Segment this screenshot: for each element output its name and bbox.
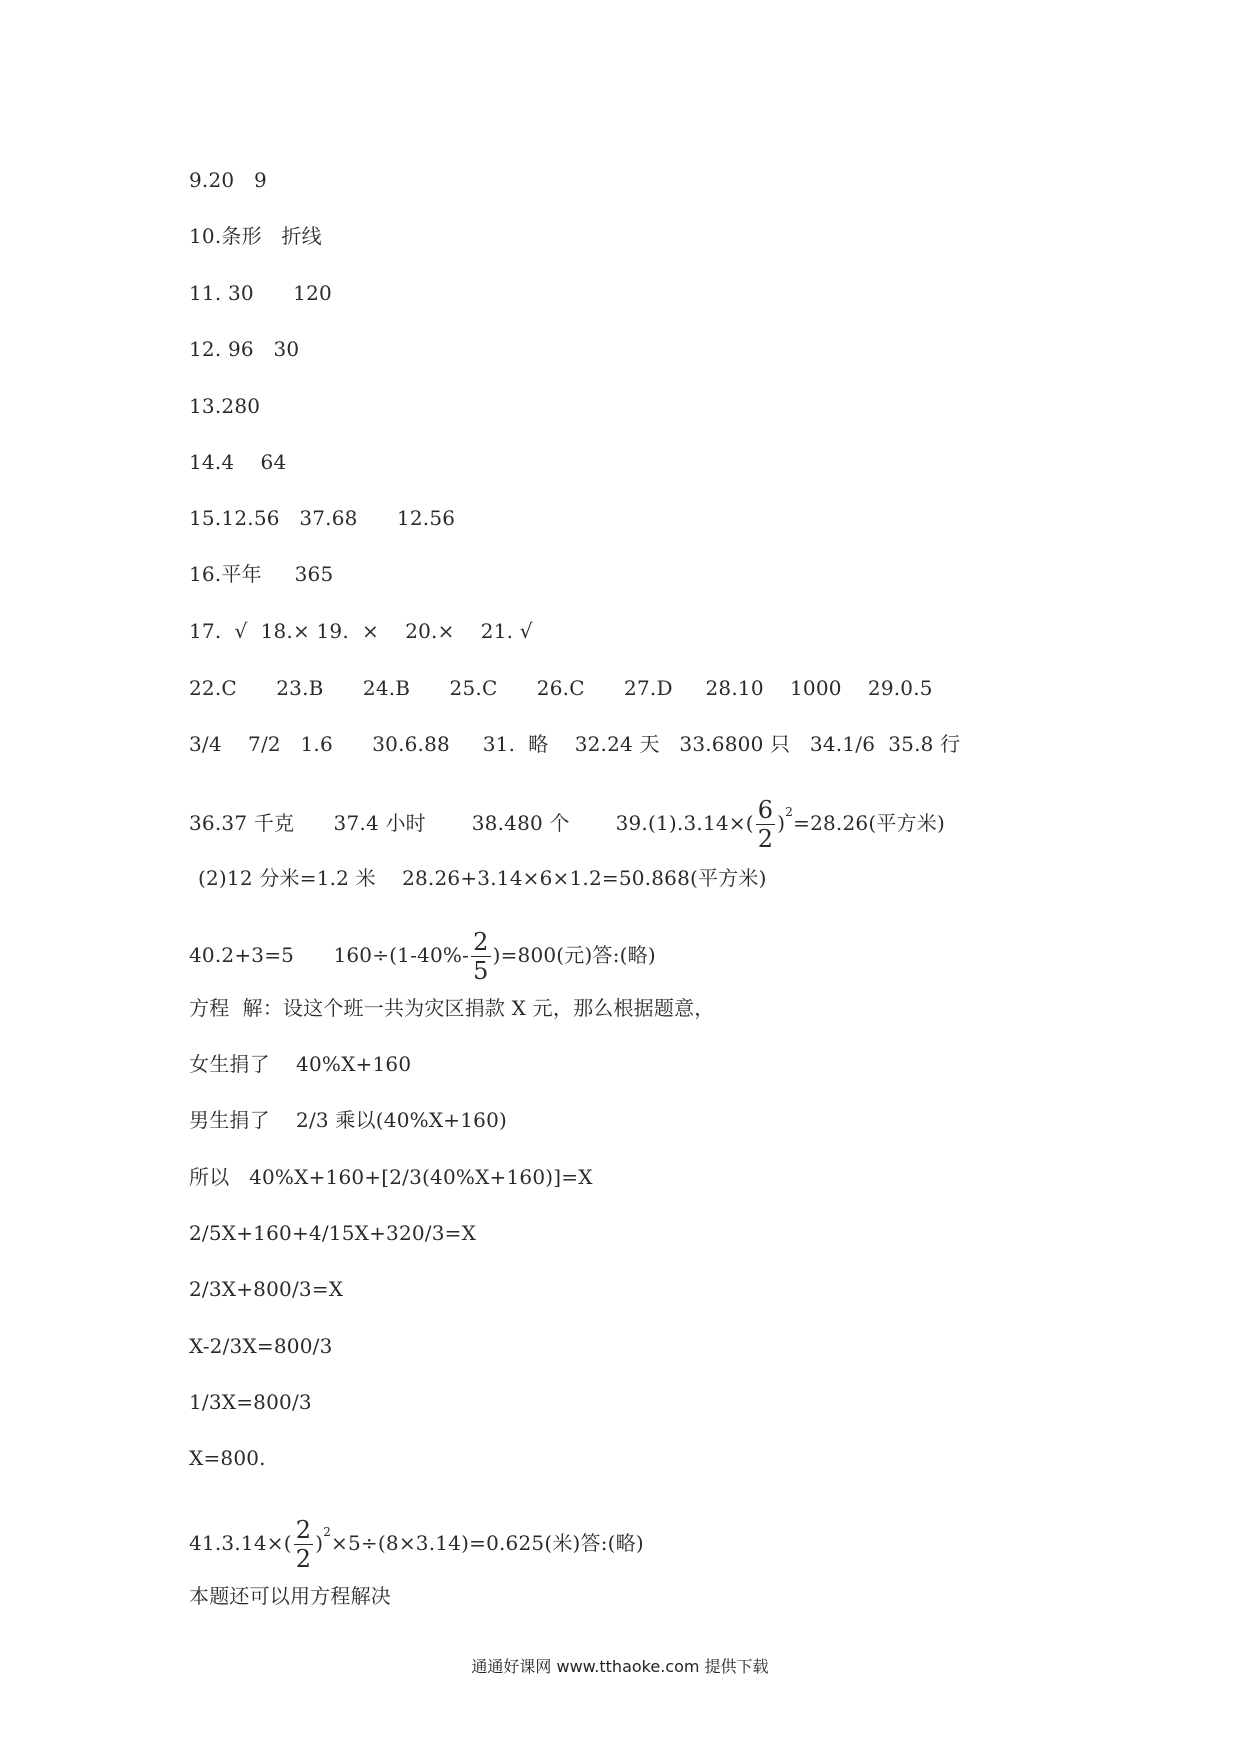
fraction-denominator: 2 xyxy=(295,1545,312,1573)
answer-line-40 xyxy=(189,928,656,985)
footer-source: 通通好课网 www.tthaoke.com 提供下载 xyxy=(471,1657,769,1676)
answer-note: 本题还可以用方程解决 xyxy=(189,1584,391,1608)
exponent: 2 xyxy=(323,1525,332,1539)
answer-line-12: 12. 96 30 xyxy=(189,337,300,361)
fraction xyxy=(294,1516,313,1573)
answer-line-10: 10.条形 折线 xyxy=(189,224,322,248)
equation-result: X=800. xyxy=(189,1446,266,1470)
equation-step-5: 1/3X=800/3 xyxy=(189,1390,312,1414)
fraction-denominator: 2 xyxy=(757,825,774,853)
equation-step-2: 2/5X+160+4/15X+320/3=X xyxy=(189,1221,477,1245)
formula-suffix: ×5÷(8×3.14)=0.625(米)答:(略) xyxy=(331,1531,644,1555)
fraction-denominator: 5 xyxy=(473,957,489,985)
fraction-numerator: 6 xyxy=(757,796,774,824)
exponent: 2 xyxy=(785,805,794,819)
equation-step-3: 2/3X+800/3=X xyxy=(189,1277,344,1301)
answer-line-11: 11. 30 120 xyxy=(189,281,332,305)
equation-setup: 方程 解：设这个班一共为灾区捐款 X 元，那么根据题意， xyxy=(189,996,715,1020)
answer-line-36-39: 36.37 千克 37.4 小时 38.480 个 39.(1).3.14×( $\frac{6}{2}$ )$^2$=28.26(平方米) xyxy=(189,796,945,853)
answer-line-15: 15.12.56 37.68 12.56 xyxy=(189,506,456,530)
formula-prefix: 36.37 千克 37.4 小时 38.480 个 39.(1).3.14×( xyxy=(189,811,754,835)
fraction xyxy=(471,928,490,985)
formula-suffix: =28.26(平方米) xyxy=(793,811,945,835)
answer-line-22-29: 22.C 23.B 24.B 25.C 26.C 27.D 28.10 1000 29.0.5 xyxy=(189,676,933,700)
answer-line-29-35: 3/4 7/2 1.6 30.6.88 31. 略 32.24 天 33.6800 只 34.1/6 35.8 行 xyxy=(189,732,961,756)
equation-step-4: X-2/3X=800/3 xyxy=(189,1334,333,1358)
answer-line-41: 41.3.14×( $\frac{2}{2}$ )$^2$×5÷(8×3.14)=0.625(米)答:(略) xyxy=(189,1516,644,1573)
equation-boys: 男生捐了 2/3 乘以(40%X+160) xyxy=(189,1108,508,1132)
answer-line-9: 9.20 9 xyxy=(189,168,267,192)
answer-line-39-part2: (2)12 分米=1.2 米 28.26+3.14×6×1.2=50.868(平方米) xyxy=(198,866,767,890)
equation-step-1: 所以 40%X+160+[2/3(40%X+160)]=X xyxy=(189,1165,593,1189)
formula-prefix: 41.3.14×( xyxy=(189,1531,292,1555)
equation-girls: 女生捐了 40%X+160 xyxy=(189,1052,412,1076)
fraction xyxy=(756,796,775,853)
answer-line-14: 14.4 64 xyxy=(189,450,287,474)
fraction-numerator: 2 xyxy=(473,928,489,956)
answer-line-16: 16.平年 365 xyxy=(189,562,334,586)
answer-line-13: 13.280 xyxy=(189,394,261,418)
formula-suffix: )=800(元)答:(略) xyxy=(492,943,656,967)
formula-prefix: 40.2+3=5 160÷(1-40%- xyxy=(189,943,470,967)
answer-line-17-21: 17. √ 18.× 19. × 20.× 21. √ xyxy=(189,619,533,643)
fraction-numerator: 2 xyxy=(295,1516,312,1544)
